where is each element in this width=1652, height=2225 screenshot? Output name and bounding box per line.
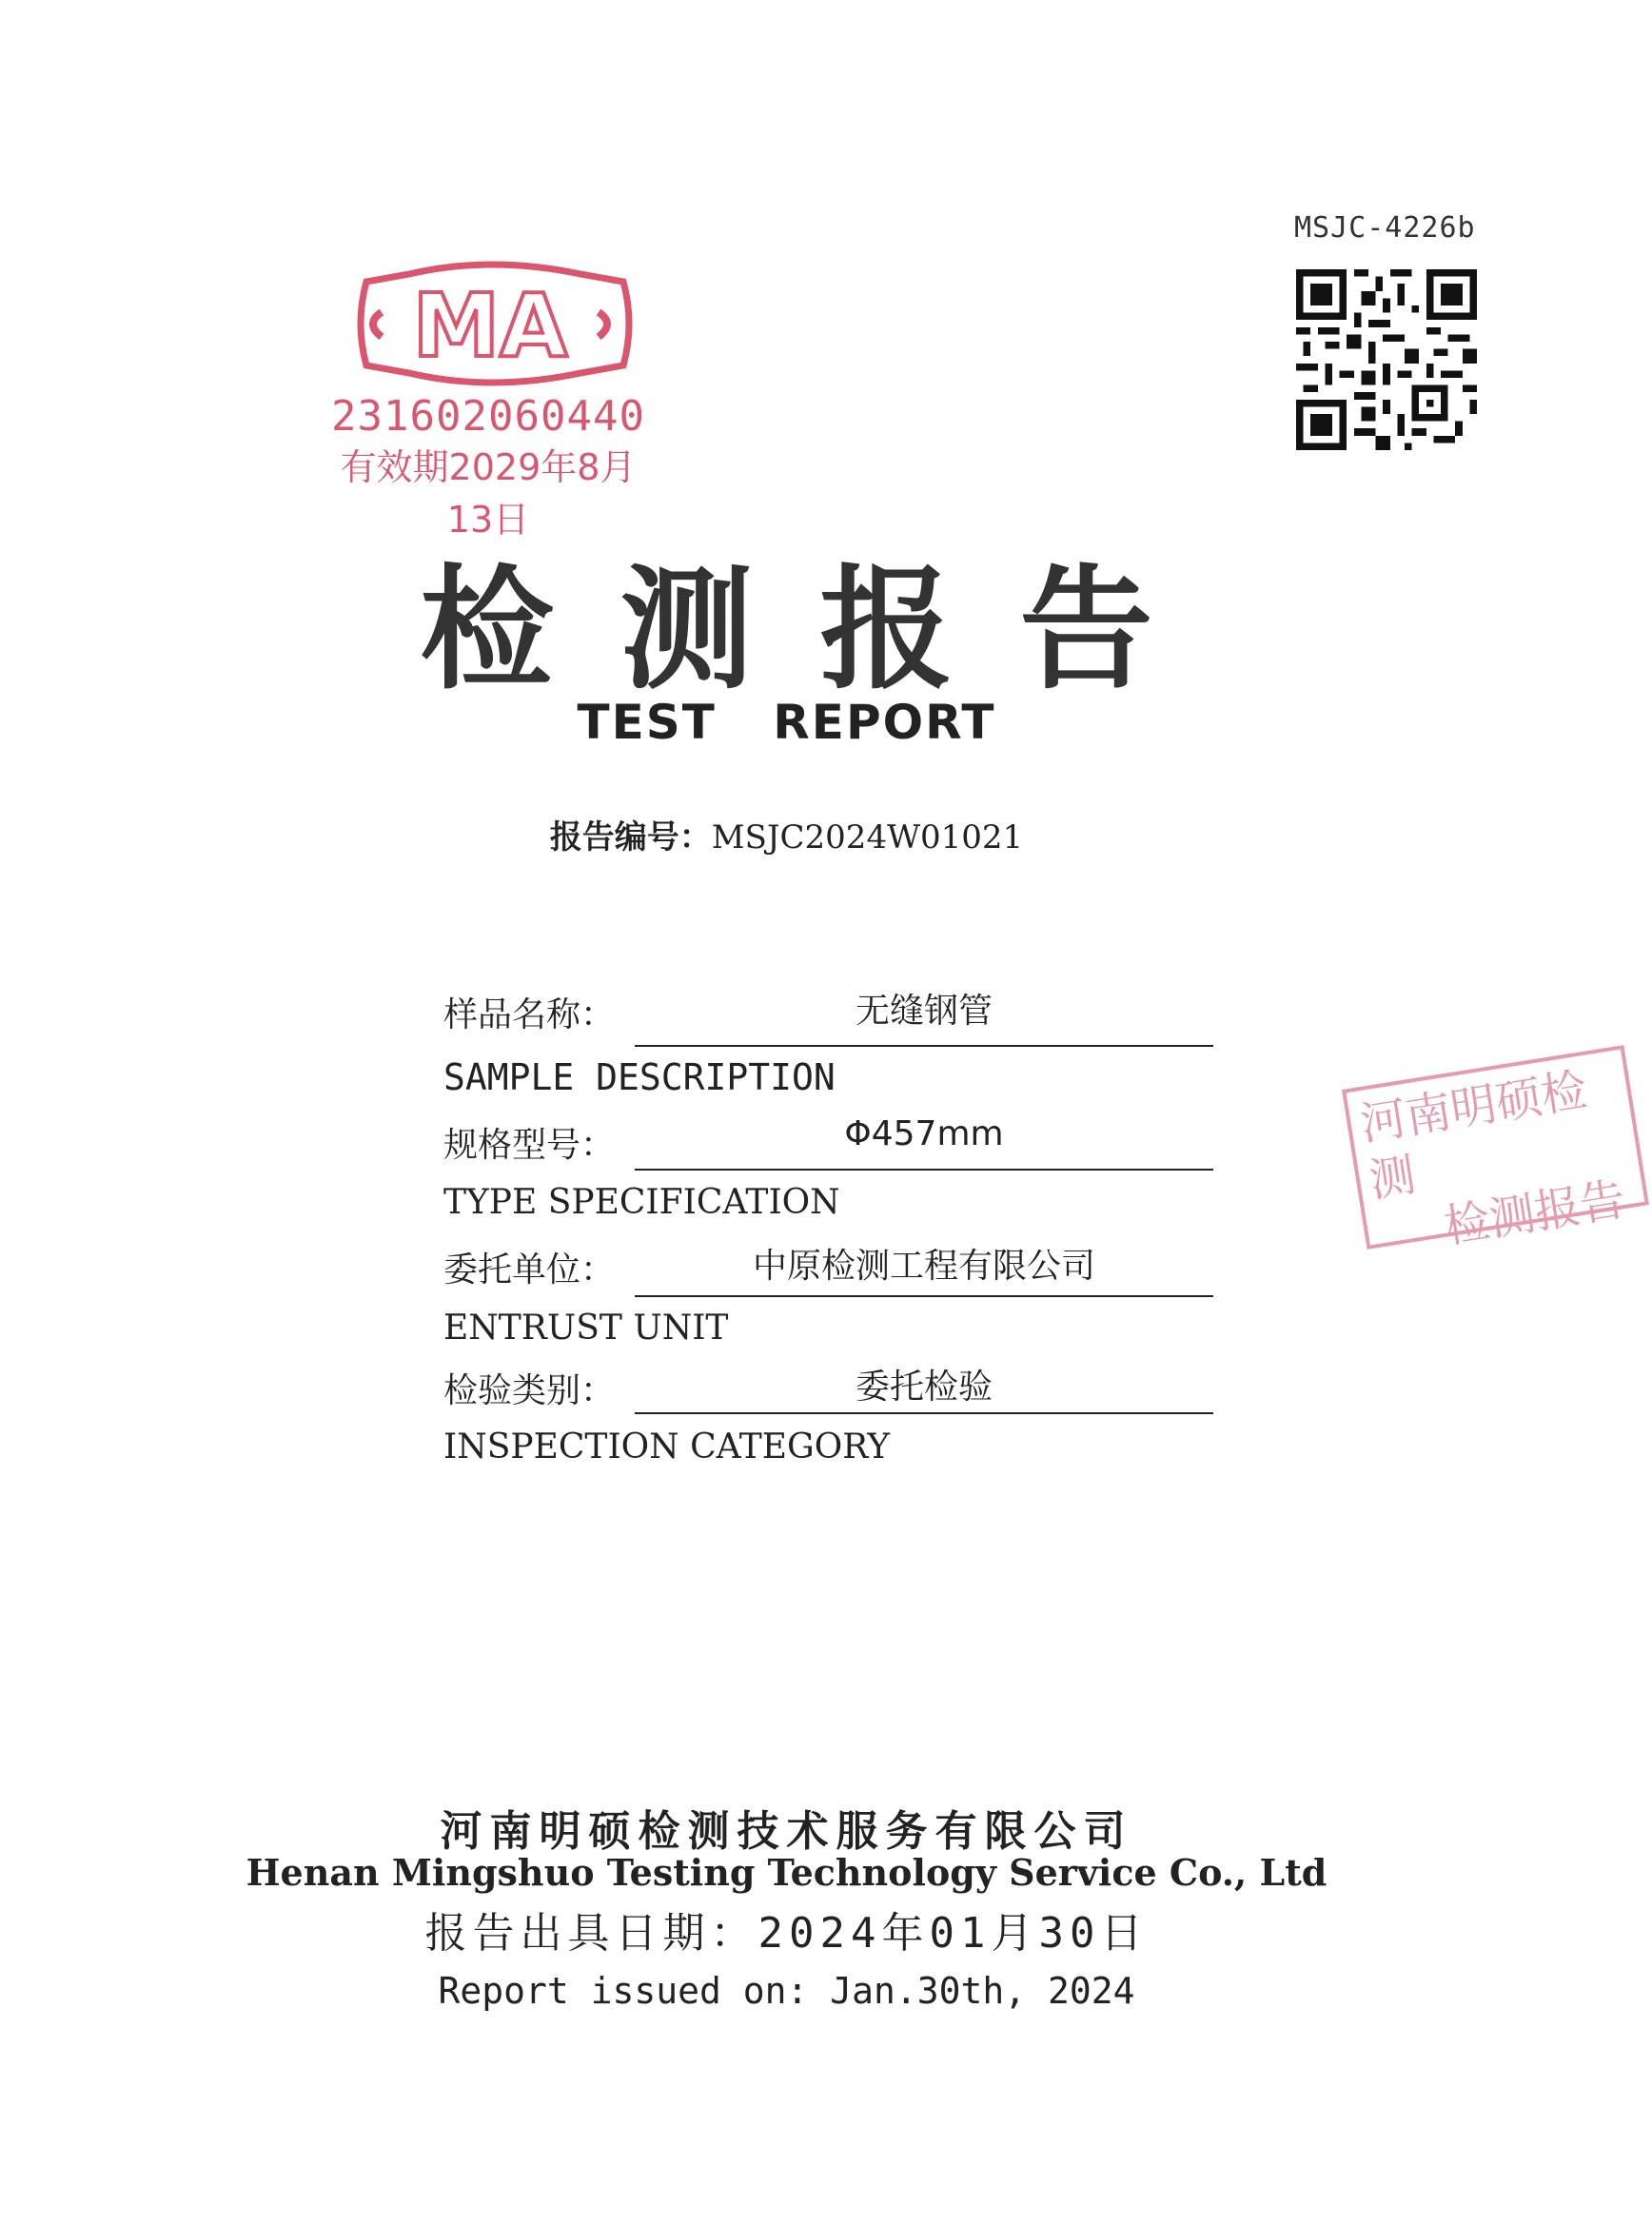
type-specification-label: TYPE SPECIFICATION xyxy=(443,1183,840,1222)
sample-name-underline xyxy=(635,1045,1213,1047)
inspection-category-en-label: INSPECTION CATEGORY xyxy=(443,1428,891,1467)
company-name-chinese: 河南明硕检测技术服务有限公司 xyxy=(440,1807,1133,1856)
report-number xyxy=(0,811,1573,857)
entrust-unit-value: 中原检测工程有限公司 xyxy=(752,1247,1095,1286)
seal-line-2: 检测报告 xyxy=(1440,1172,1630,1254)
cma-stamp xyxy=(331,257,645,541)
company-name-english: Henan Mingshuo Testing Technology Service Co., Ltd xyxy=(246,1851,1328,1894)
cma-logo-icon xyxy=(338,257,642,390)
cma-logo-text: MA xyxy=(412,275,568,377)
cma-number: 231602060440 xyxy=(331,392,645,441)
type-spec-value: Φ457mm xyxy=(844,1114,1004,1153)
issue-date-chinese: 报告出具日期：2024年01月30日 xyxy=(424,1909,1149,1958)
sample-name-label: 样品名称： xyxy=(443,995,616,1034)
report-number-label: 报告编号： xyxy=(549,818,712,857)
inspection-category-label: 检验类别： xyxy=(443,1371,616,1410)
entrust-unit-label: 委托单位： xyxy=(443,1250,616,1290)
issue-date-english: Report issued on: Jan.30th, 2024 xyxy=(438,1970,1135,2012)
inspection-category-value: 委托检验 xyxy=(855,1368,993,1407)
report-number-value: MSJC2024W01021 xyxy=(711,818,1024,857)
sample-name-value: 无缝钢管 xyxy=(855,992,993,1031)
title-english: TEST REPORT xyxy=(577,695,996,750)
title-chinese: 检测报告 xyxy=(420,552,1220,708)
entrust-unit-en-label: ENTRUST UNIT xyxy=(443,1309,729,1348)
company-seal-stamp xyxy=(1342,1045,1649,1254)
seal-line-1: 河南明硕检测 xyxy=(1356,1063,1591,1209)
qr-code xyxy=(1296,269,1477,450)
type-spec-underline xyxy=(635,1169,1213,1171)
inspection-category-underline xyxy=(635,1412,1213,1414)
sample-description-label: SAMPLE DESCRIPTION xyxy=(443,1056,836,1098)
entrust-unit-underline xyxy=(635,1295,1213,1297)
cma-validity: 有效期2029年8月13日 xyxy=(340,446,637,541)
document-code: MSJC-4226b xyxy=(1294,211,1476,245)
type-spec-label: 规格型号： xyxy=(443,1126,616,1165)
